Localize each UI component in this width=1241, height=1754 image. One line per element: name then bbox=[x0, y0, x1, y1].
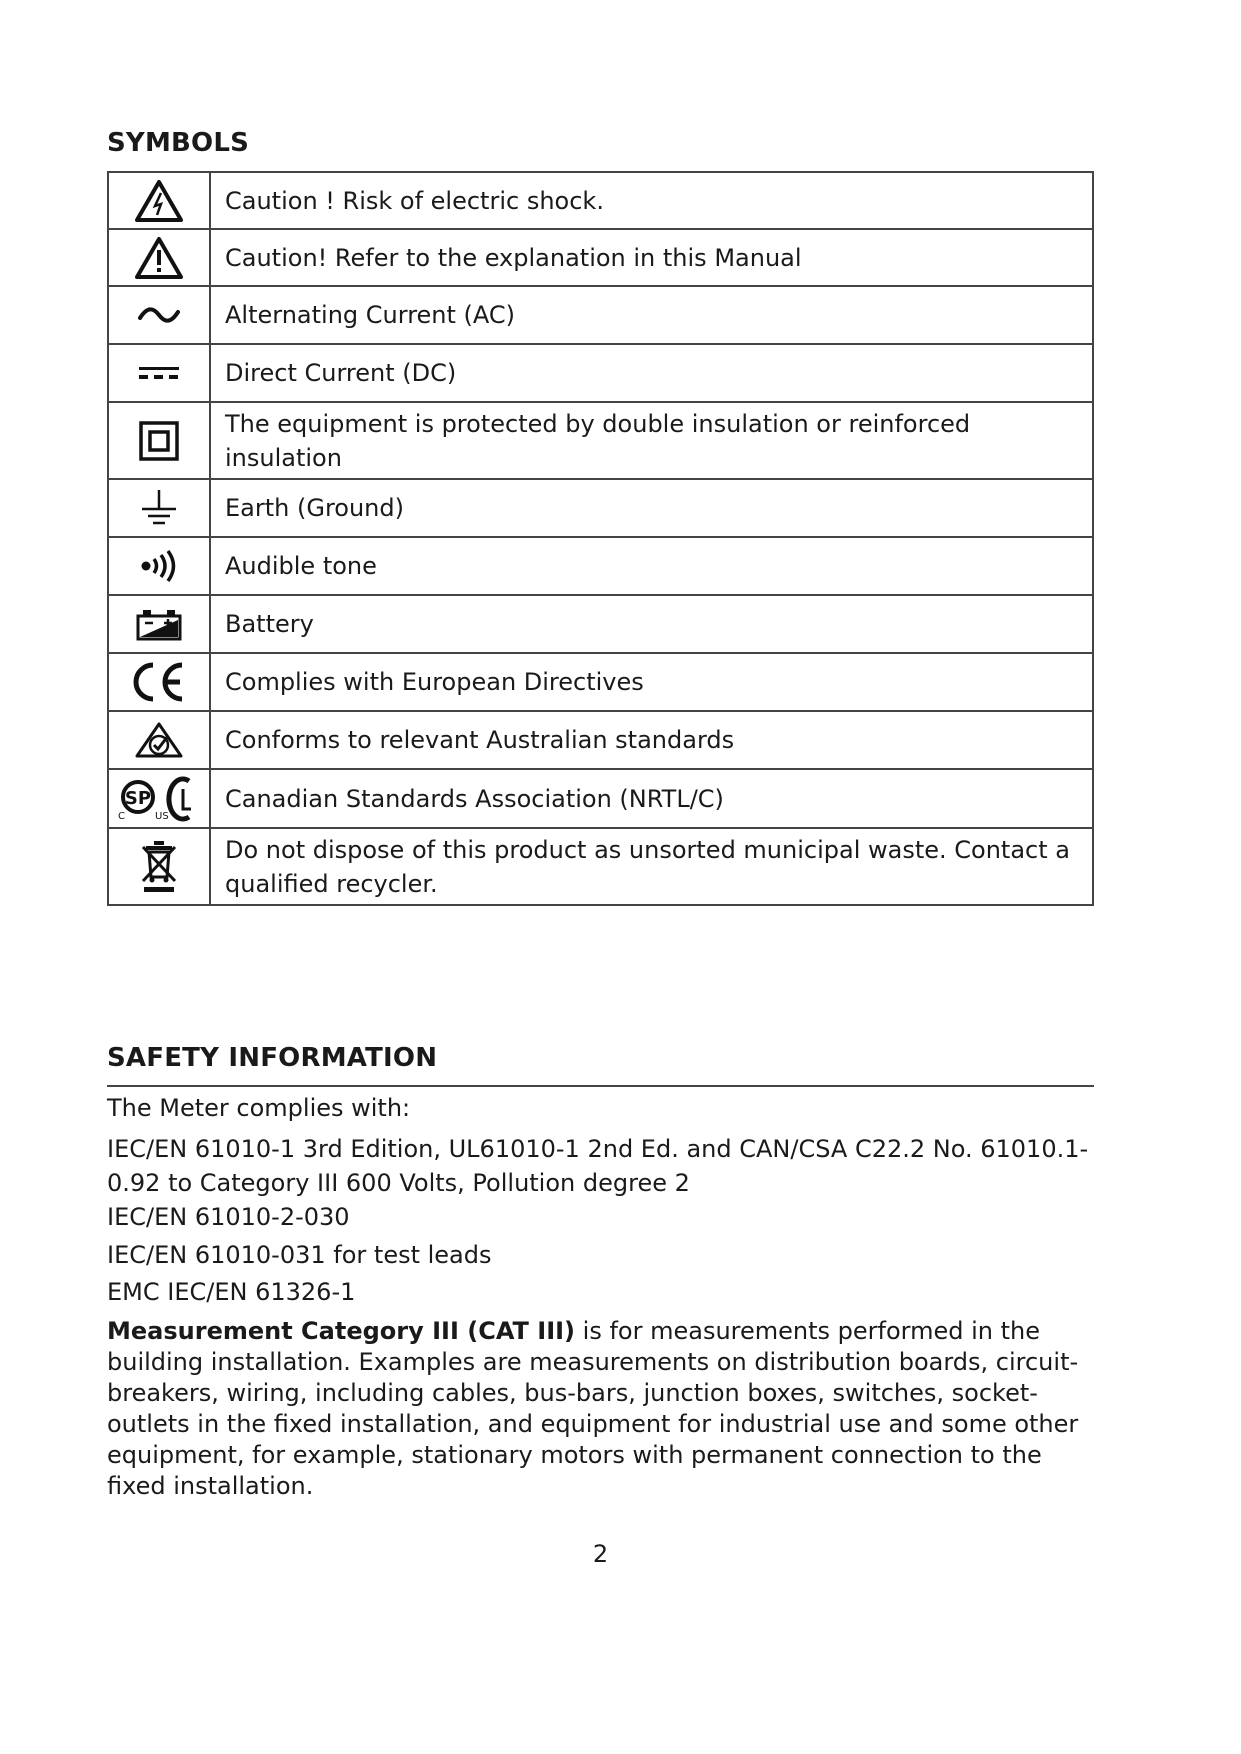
ce-mark-icon bbox=[109, 661, 209, 703]
table-row bbox=[108, 828, 1093, 905]
table-row bbox=[108, 653, 1093, 711]
table-row bbox=[108, 229, 1093, 286]
table-row bbox=[108, 402, 1093, 479]
cat-iii-description: is for measurements performed in the building installation. Examples are measurements on distribution boards, circuit- breakers, wiring, including cables, bus-bars, junction boxes, switches, socket-outlets in the fixed installation, and equipment for industrial use and some other equipment, for example, stationary motors with permanent connection to the fixed installation. bbox=[107, 1317, 1079, 1500]
symbol-description: Do not dispose of this product as unsorted municipal waste. Contact a qualified recycler. bbox=[210, 828, 1093, 905]
standard-item: IEC/EN 61010-1 3rd Edition, UL61010-1 2nd Ed. and CAN/CSA C22.2 No. 61010.1-0.92 to Category III 600 Volts, Pollution degree 2 bbox=[107, 1135, 1089, 1197]
symbol-description: Audible tone bbox=[210, 537, 1093, 595]
battery-icon bbox=[109, 607, 209, 641]
standard-item: IEC/EN 61010-2-030 bbox=[107, 1203, 350, 1231]
csa-icon bbox=[109, 775, 209, 823]
alternating-current-icon bbox=[109, 305, 209, 325]
weee-crossed-bin-icon bbox=[109, 839, 209, 895]
symbol-description: Caution! Refer to the explanation in this Manual bbox=[210, 229, 1093, 286]
double-insulation-icon bbox=[109, 421, 209, 461]
cat-iii-paragraph bbox=[107, 1316, 1094, 1502]
table-row bbox=[108, 172, 1093, 229]
svg-text:US: US bbox=[155, 810, 169, 822]
table-row bbox=[108, 769, 1093, 828]
table-row bbox=[108, 344, 1093, 402]
audible-tone-icon bbox=[109, 550, 209, 582]
electric-shock-warning-icon bbox=[109, 179, 209, 223]
page-number: 2 bbox=[592, 1540, 609, 1568]
symbol-description: The equipment is protected by double insulation or reinforced insulation bbox=[210, 402, 1093, 479]
rcm-australian-icon bbox=[109, 722, 209, 758]
table-row bbox=[108, 537, 1093, 595]
direct-current-icon bbox=[109, 365, 209, 381]
earth-ground-icon bbox=[109, 488, 209, 528]
symbol-description: Canadian Standards Association (NRTL/C) bbox=[210, 769, 1093, 828]
symbols-table bbox=[107, 171, 1094, 906]
svg-text:C: C bbox=[118, 810, 125, 822]
symbol-description: Conforms to relevant Australian standards bbox=[210, 711, 1093, 769]
symbol-description: Battery bbox=[210, 595, 1093, 653]
safety-heading: SAFETY INFORMATION bbox=[107, 1043, 438, 1073]
symbol-description: Caution ! Risk of electric shock. bbox=[210, 172, 1093, 229]
cat-iii-term: Measurement Category III (CAT III) bbox=[107, 1317, 576, 1345]
heading-rule bbox=[107, 1085, 1094, 1087]
standard-item: EMC IEC/EN 61326-1 bbox=[107, 1278, 356, 1306]
symbol-description: Complies with European Directives bbox=[210, 653, 1093, 711]
standard-item: IEC/EN 61010-031 for test leads bbox=[107, 1241, 492, 1269]
symbol-description: Earth (Ground) bbox=[210, 479, 1093, 537]
svg-text:SP: SP bbox=[124, 787, 152, 809]
symbol-description: Direct Current (DC) bbox=[210, 344, 1093, 402]
caution-warning-icon bbox=[109, 236, 209, 280]
table-row bbox=[108, 286, 1093, 344]
symbol-description: Alternating Current (AC) bbox=[210, 286, 1093, 344]
symbols-heading: SYMBOLS bbox=[107, 128, 250, 158]
table-row bbox=[108, 711, 1093, 769]
table-row bbox=[108, 595, 1093, 653]
table-row bbox=[108, 479, 1093, 537]
safety-intro: The Meter complies with: bbox=[107, 1094, 411, 1122]
